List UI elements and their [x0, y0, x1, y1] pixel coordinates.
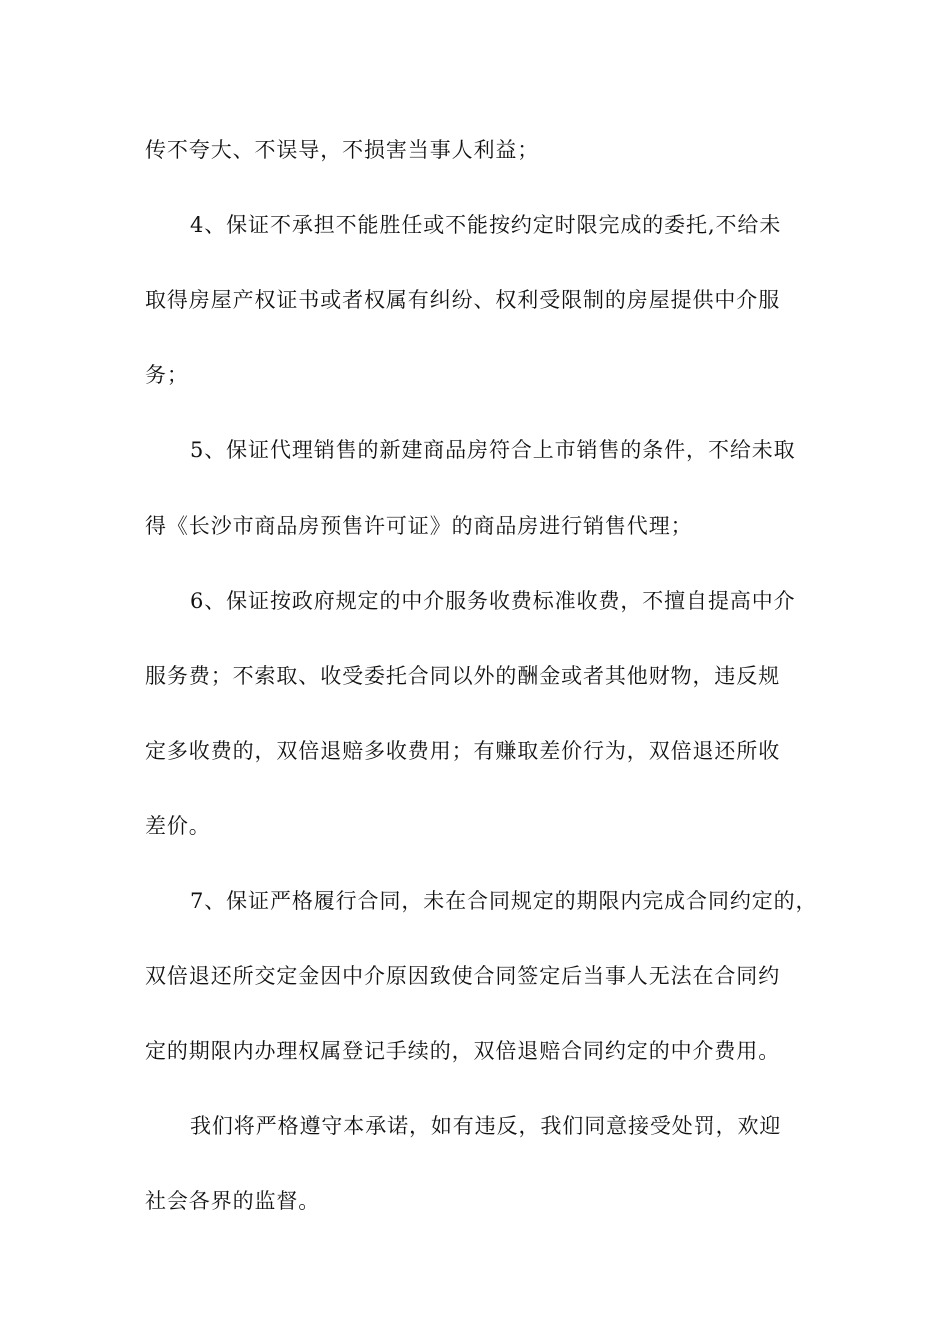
text-line: 5、保证代理销售的新建商品房符合上市销售的条件，不给未取 [190, 438, 796, 462]
text-line: 定的期限内办理权属登记手续的，双倍退赔合同约定的中介费用。 [145, 1039, 781, 1063]
text-line: 4、保证不承担不能胜任或不能按约定时限完成的委托,不给未 [190, 213, 782, 237]
text-line: 差价。 [145, 814, 211, 838]
text-line: 服务费；不索取、收受委托合同以外的酬金或者其他财物，违反规 [145, 664, 781, 688]
text-line: 双倍退还所交定金因中介原因致使合同签定后当事人无法在合同约 [145, 964, 781, 988]
text-line: 务； [145, 363, 189, 387]
text-line: 社会各界的监督。 [145, 1189, 321, 1213]
text-line: 6、保证按政府规定的中介服务收费标准收费，不擅自提高中介 [190, 589, 796, 613]
text-line: 得《长沙市商品房预售许可证》的商品房进行销售代理； [145, 514, 693, 538]
text-line: 7、保证严格履行合同，未在合同规定的期限内完成合同约定的， [190, 889, 818, 913]
text-line: 传不夸大、不误导，不损害当事人利益； [145, 138, 540, 162]
text-line: 定多收费的，双倍退赔多收费用；有赚取差价行为，双倍退还所收 [145, 739, 781, 763]
text-line: 取得房屋产权证书或者权属有纠纷、权利受限制的房屋提供中介服 [145, 288, 781, 312]
text-line: 我们将严格遵守本承诺，如有违反，我们同意接受处罚，欢迎 [190, 1114, 782, 1138]
